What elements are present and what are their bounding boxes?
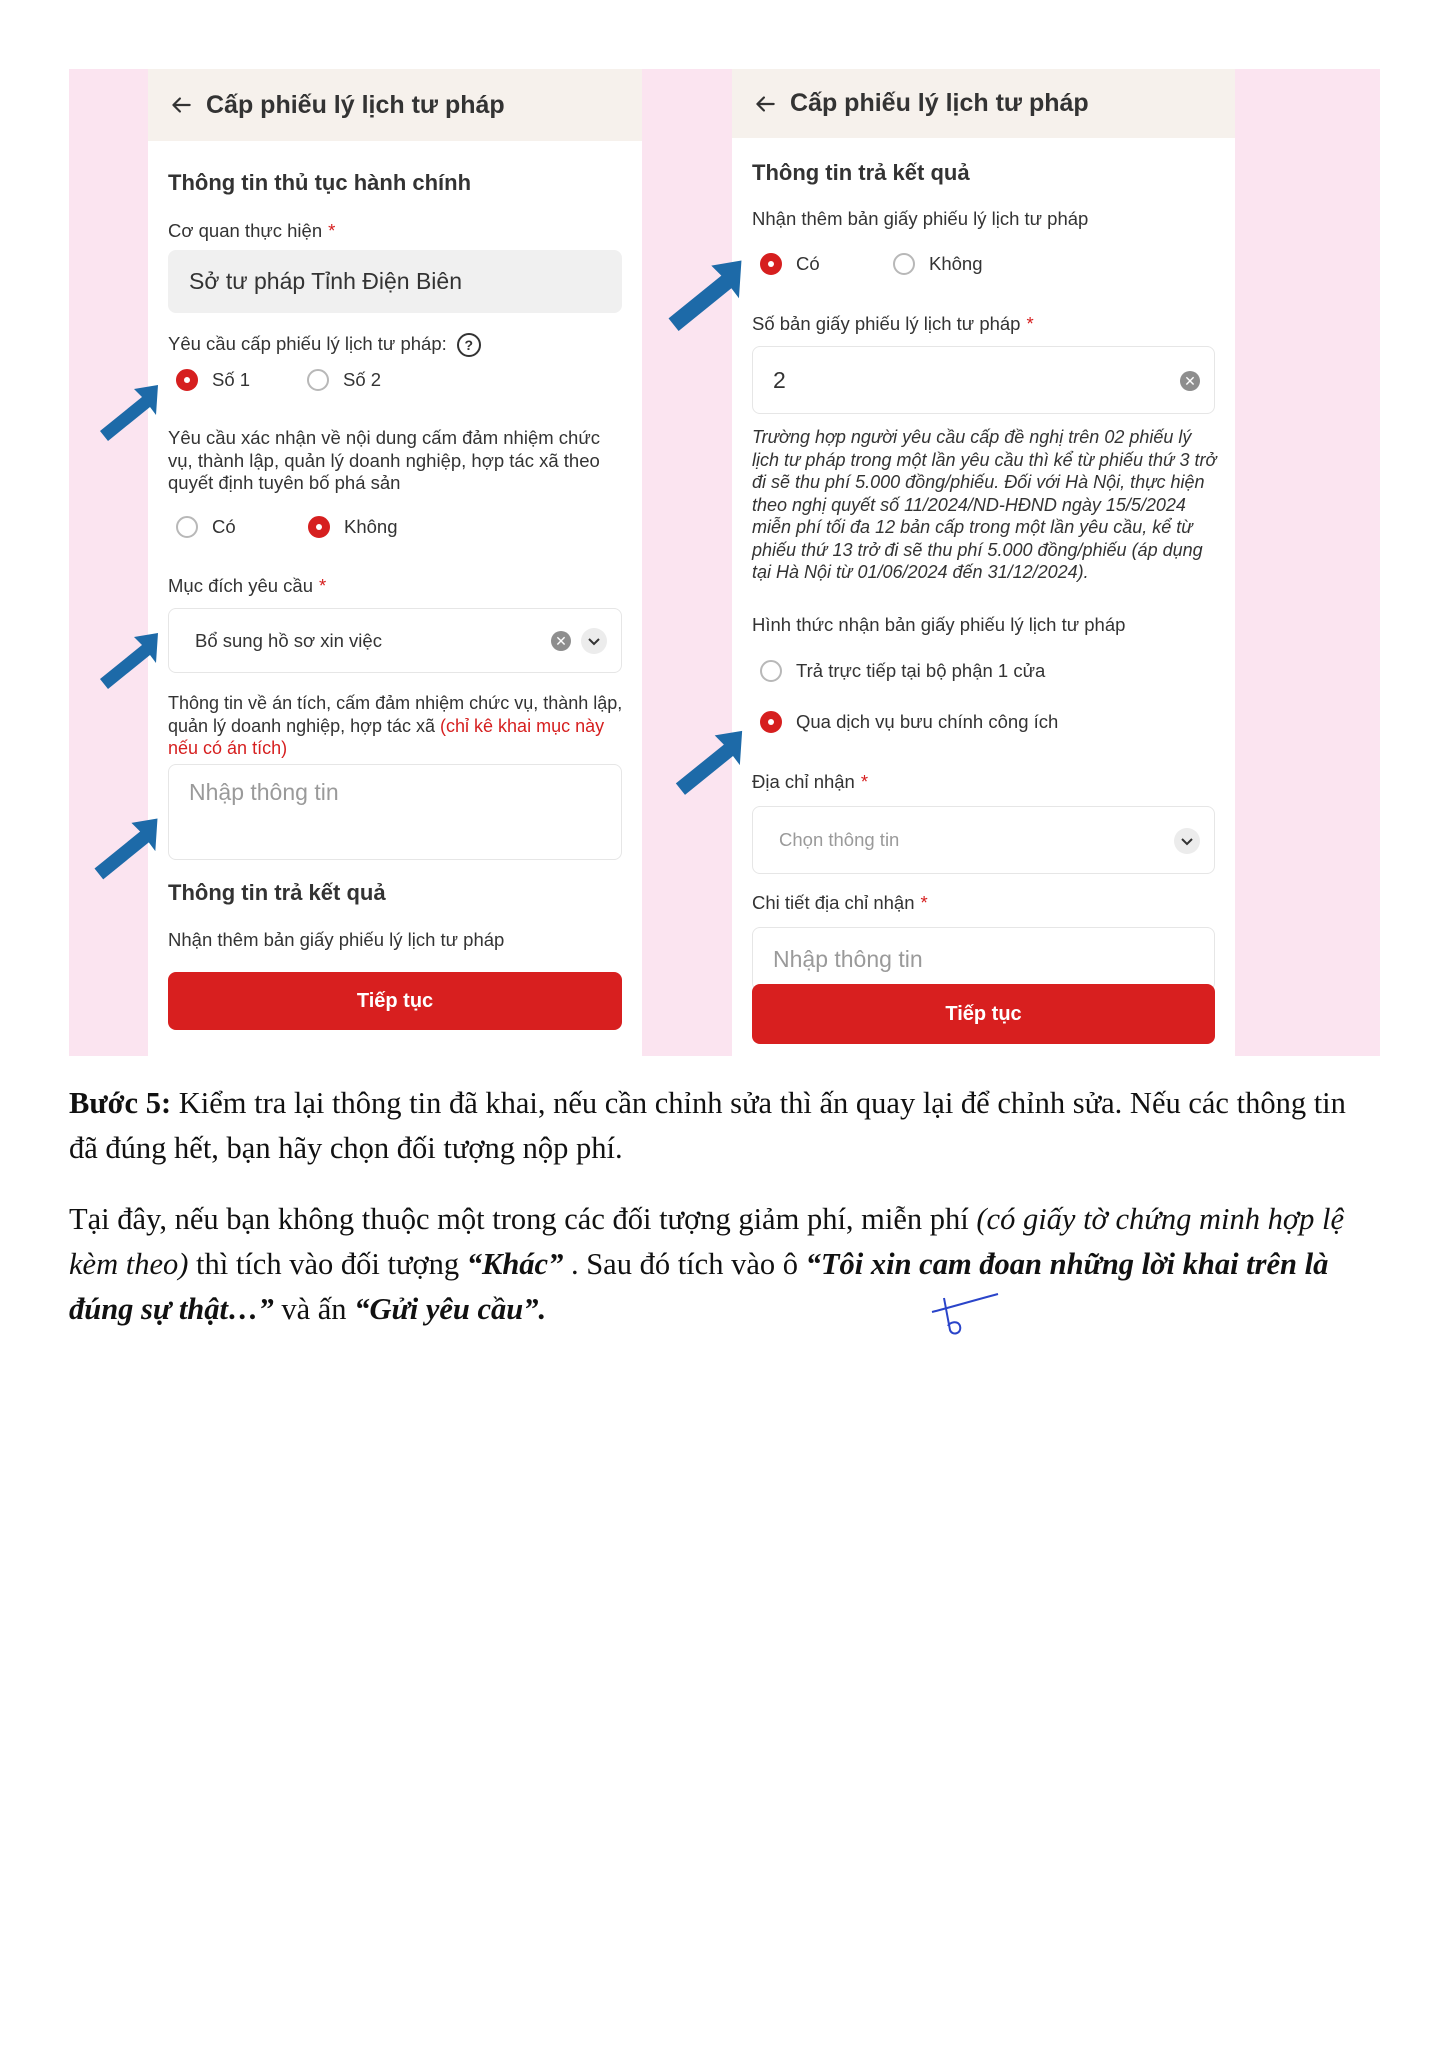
- continue-button[interactable]: Tiếp tục: [752, 984, 1215, 1044]
- clear-icon[interactable]: ✕: [1180, 371, 1200, 391]
- radio-option-co[interactable]: Có: [176, 516, 236, 538]
- fee-note: Trường hợp người yêu cầu cấp đề nghị trên 02 phiếu lý lịch tư pháp trong một lần yêu cầu thì kể từ phiếu thứ 3 trở đi sẽ thu phí 5.000 đồng/phiếu. Đối với Hà Nội, thực hiện theo nghị quyết số 11/2024/ND-HĐND ngày 15/5/2024 miễn phí tối đa 12 bản cấp trong một lần yêu cầu, kể từ phiếu thứ 13 trở đi sẽ thu phí 5.000 đồng/phiếu (áp dụng tại Hà Nội từ 01/06/2024 đến 31/12/2024).: [752, 427, 1217, 582]
- address-detail-label: Chi tiết địa chỉ nhận *: [752, 892, 928, 913]
- radio-button-checked[interactable]: [176, 369, 198, 391]
- back-arrow-icon[interactable]: [752, 91, 778, 117]
- left-phone-screen: [148, 69, 642, 1056]
- confirm-label: Yêu cầu xác nhận về nội dung cấm đảm nhiệm chức vụ, thành lập, quản lý doanh nghiệp, hợp tác xã theo quyết định tuyên bố phá sản: [168, 427, 600, 493]
- back-arrow-icon[interactable]: [168, 92, 194, 118]
- radio-button-checked[interactable]: [760, 253, 782, 275]
- agency-value: Sở tư pháp Tỉnh Điện Biên: [189, 268, 462, 294]
- app-header: [732, 69, 1235, 138]
- criminal-info-label: Thông tin về án tích, cấm đảm nhiệm chức vụ, thành lập, quản lý doanh nghiệp, hợp tác xã (chỉ kê khai mục này nếu có án tích): [168, 693, 623, 758]
- copies-value: 2: [773, 366, 786, 393]
- handwritten-signature-mark: [928, 1290, 1002, 1340]
- radio-option-co[interactable]: Có: [760, 253, 820, 275]
- agency-field: [168, 250, 622, 313]
- delivery-label: Hình thức nhận bản giấy phiếu lý lịch tư pháp: [752, 614, 1126, 635]
- address-detail-input[interactable]: Nhập thông tin: [752, 927, 1215, 991]
- continue-button[interactable]: Tiếp tục: [168, 972, 622, 1030]
- chevron-down-icon[interactable]: [1174, 828, 1200, 854]
- radio-option-so1[interactable]: Số 1: [176, 369, 250, 391]
- radio-option-postal[interactable]: Qua dịch vụ bưu chính công ích: [760, 711, 1058, 733]
- purpose-value: Bổ sung hồ sơ xin việc: [195, 629, 382, 651]
- request-type-label: Yêu cầu cấp phiếu lý lịch tư pháp: ?: [168, 333, 481, 357]
- section-title-result: Thông tin trả kết quả: [168, 880, 386, 905]
- pointer-arrow-icon: [88, 812, 164, 888]
- radio-button[interactable]: [176, 516, 198, 538]
- section-title-result: Thông tin trả kết quả: [752, 160, 970, 185]
- radio-option-so2[interactable]: Số 2: [307, 369, 381, 391]
- pointer-arrow-icon: [94, 627, 164, 697]
- purpose-label: Mục đích yêu cầu *: [168, 575, 327, 596]
- pointer-arrow-icon: [661, 253, 749, 341]
- help-icon[interactable]: ?: [457, 333, 481, 357]
- radio-button-checked[interactable]: [760, 711, 782, 733]
- copies-input[interactable]: [752, 346, 1215, 414]
- radio-button[interactable]: [760, 660, 782, 682]
- pointer-arrow-icon: [669, 724, 749, 804]
- instruction-paragraph: Tại đây, nếu bạn không thuộc một trong các đối tượng giảm phí, miễn phí (có giấy tờ chứng minh hợp lệ kèm theo) thì tích vào đối tượng “Khác” . Sau đó tích vào ô “Tôi xin cam đoan những lời khai trên là đúng sự thật…” và ấn “Gửi yêu cầu”.: [69, 1202, 1345, 1326]
- criminal-info-input[interactable]: Nhập thông tin: [168, 764, 622, 860]
- copies-label: Số bản giấy phiếu lý lịch tư pháp *: [752, 313, 1034, 334]
- address-select[interactable]: Chọn thông tin: [752, 806, 1215, 874]
- screenshots-strip: [69, 69, 1380, 1056]
- pointer-arrow-icon: [94, 379, 164, 449]
- chevron-down-icon[interactable]: [581, 628, 607, 654]
- radio-button[interactable]: [893, 253, 915, 275]
- page-title: Cấp phiếu lý lịch tư pháp: [790, 89, 1089, 117]
- purpose-select[interactable]: [168, 608, 622, 673]
- page-title: Cấp phiếu lý lịch tư pháp: [206, 90, 505, 119]
- radio-option-direct[interactable]: Trả trực tiếp tại bộ phận 1 cửa: [760, 660, 1045, 682]
- clear-icon[interactable]: ✕: [551, 631, 571, 651]
- radio-option-khong[interactable]: Không: [893, 253, 983, 275]
- radio-option-khong[interactable]: Không: [308, 516, 398, 538]
- address-label: Địa chỉ nhận *: [752, 771, 869, 792]
- app-header: [148, 69, 642, 141]
- section-title-admin: Thông tin thủ tục hành chính: [168, 170, 472, 195]
- agency-label: Cơ quan thực hiện *: [168, 220, 336, 241]
- radio-button[interactable]: [307, 369, 329, 391]
- step5-paragraph: Bước 5: Kiểm tra lại thông tin đã khai, nếu cần chỉnh sửa thì ấn quay lại để chỉnh sửa. Nếu các thông tin đã đúng hết, bạn hãy chọn đối tượng nộp phí.: [69, 1086, 1346, 1165]
- extra-copy-label: Nhận thêm bản giấy phiếu lý lịch tư pháp: [752, 208, 1089, 229]
- radio-button-checked[interactable]: [308, 516, 330, 538]
- extra-copy-label: Nhận thêm bản giấy phiếu lý lịch tư pháp: [168, 929, 505, 950]
- right-phone-screen: [732, 69, 1235, 1056]
